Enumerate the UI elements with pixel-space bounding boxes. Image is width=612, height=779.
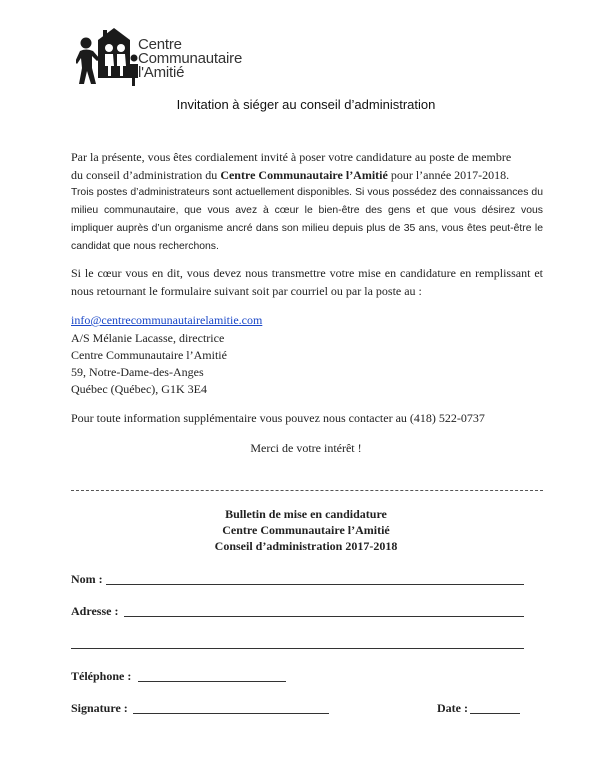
logo-text-line2: Communautaire [138,50,243,67]
intro-paragraph [71,148,543,256]
intro-line1: Par la présente, vous êtes cordialement invité à poser votre candidature au poste de membre [71,150,512,164]
logo-figures-icon [76,26,138,88]
phone-label: Téléphone : [71,669,132,683]
intro-line2 [71,166,543,184]
intro-line2-year: pour l’année 2017-2018. [387,168,510,182]
name-label: Nom : [71,572,103,586]
address-label: Adresse : [71,604,119,618]
logo-text-line1: Centre [138,36,182,53]
contact-street: 59, Notre-Dame-des-Anges [71,365,204,379]
intro-line2-text: du conseil d’administration du [71,168,221,182]
phone-input-line[interactable] [138,681,286,682]
form-heading-2: Centre Communautaire l’Amitié [222,523,390,537]
contact-email-row [71,311,262,329]
signature-label: Signature : [71,701,128,715]
address-input-line[interactable] [124,616,524,617]
form-heading-1: Bulletin de mise en candidature [225,507,387,521]
contact-organization: Centre Communautaire l’Amitié [71,348,227,362]
instruction-paragraph: Si le cœur vous en dit, vous devez nous transmettre votre mise en candidature en remplissant et nous retournant le formulaire suivant soit par courriel ou par la poste au : [71,266,543,298]
date-label: Date : [437,701,468,715]
organization-logo [76,26,256,88]
signature-input-line[interactable] [133,713,329,714]
cut-line-divider [71,490,543,491]
form-heading-3: Conseil d’administration 2017-2018 [214,539,398,553]
contact-city: Québec (Québec), G1K 3E4 [71,382,207,396]
thanks-text: Merci de votre intérêt ! [250,441,362,455]
contact-email-link[interactable]: info@centrecommunautairelamitie.com [71,313,263,327]
intro-details: Trois postes d’administrateurs sont actuellement disponibles. Si vous possédez des connaissances du milieu communautaire, que vous avez à cœur le bien-être des gens et que vous désirez vous impliquer auprès d’un organisme ancré dans son milieu depuis plus de 35 ans, vous êtes peut-être le candidat que nous recherchons. [71,187,543,252]
page-title: Invitation à siéger au conseil d’administration [176,97,436,112]
organization-name-bold: Centre Communautaire l’Amitié [220,168,388,182]
logo-text-line3: l'Amitié [138,64,185,81]
name-input-line[interactable] [106,584,524,585]
address-input-line-2[interactable] [71,648,524,649]
info-line: Pour toute information supplémentaire vous pouvez nous contacter au (418) 522-0737 [71,411,485,425]
contact-attention: A/S Mélanie Lacasse, directrice [71,331,225,345]
date-input-line[interactable] [470,713,520,714]
